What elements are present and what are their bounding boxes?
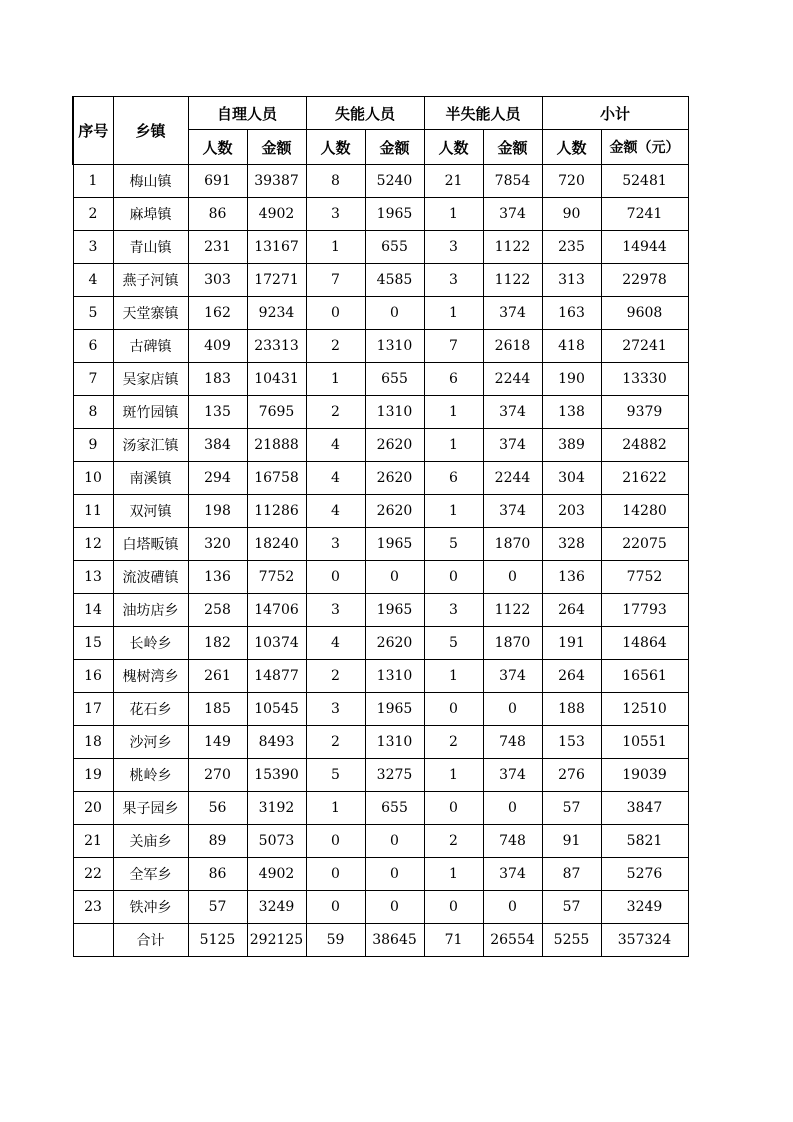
cell-subtotal-amount: 14864 (601, 627, 688, 660)
cell-self-care-amount: 9234 (247, 297, 306, 330)
cell-seq: 3 (73, 231, 113, 264)
cell-semi-disabled-amount: 26554 (483, 924, 542, 957)
cell-semi-disabled-amount: 748 (483, 726, 542, 759)
cell-seq: 15 (73, 627, 113, 660)
cell-seq: 17 (73, 693, 113, 726)
cell-self-care-amount: 16758 (247, 462, 306, 495)
cell-town: 槐树湾乡 (113, 660, 188, 693)
cell-semi-disabled-count: 71 (424, 924, 483, 957)
cell-self-care-count: 294 (188, 462, 247, 495)
cell-disabled-amount: 38645 (365, 924, 424, 957)
cell-subtotal-amount: 21622 (601, 462, 688, 495)
cell-self-care-count: 86 (188, 858, 247, 891)
cell-semi-disabled-count: 1 (424, 198, 483, 231)
cell-subtotal-amount: 14944 (601, 231, 688, 264)
cell-disabled-count: 1 (306, 792, 365, 825)
cell-town: 燕子河镇 (113, 264, 188, 297)
cell-self-care-count: 270 (188, 759, 247, 792)
cell-subtotal-count: 138 (542, 396, 601, 429)
cell-town: 花石乡 (113, 693, 188, 726)
cell-town: 全军乡 (113, 858, 188, 891)
cell-self-care-count: 149 (188, 726, 247, 759)
cell-town: 关庙乡 (113, 825, 188, 858)
cell-subtotal-count: 276 (542, 759, 601, 792)
header-subtotal-count: 人数 (542, 130, 601, 165)
cell-disabled-amount: 1310 (365, 330, 424, 363)
cell-seq: 19 (73, 759, 113, 792)
table-row (73, 495, 688, 528)
cell-disabled-amount: 1965 (365, 198, 424, 231)
cell-subtotal-count: 188 (542, 693, 601, 726)
cell-seq: 2 (73, 198, 113, 231)
cell-disabled-count: 5 (306, 759, 365, 792)
table-row (73, 858, 688, 891)
cell-seq: 16 (73, 660, 113, 693)
cell-self-care-count: 182 (188, 627, 247, 660)
cell-self-care-amount: 10374 (247, 627, 306, 660)
cell-semi-disabled-amount: 374 (483, 660, 542, 693)
cell-semi-disabled-amount: 2244 (483, 363, 542, 396)
cell-seq: 8 (73, 396, 113, 429)
cell-town: 白塔畈镇 (113, 528, 188, 561)
cell-self-care-amount: 10431 (247, 363, 306, 396)
header-disabled-amount: 金额 (365, 130, 424, 165)
cell-town: 双河镇 (113, 495, 188, 528)
cell-semi-disabled-amount: 374 (483, 396, 542, 429)
cell-self-care-count: 198 (188, 495, 247, 528)
table-row (73, 825, 688, 858)
cell-semi-disabled-amount: 374 (483, 858, 542, 891)
cell-disabled-amount: 1310 (365, 396, 424, 429)
cell-self-care-amount: 14706 (247, 594, 306, 627)
cell-seq: 4 (73, 264, 113, 297)
cell-disabled-count: 1 (306, 231, 365, 264)
cell-town: 天堂寨镇 (113, 297, 188, 330)
cell-disabled-amount: 1310 (365, 660, 424, 693)
cell-semi-disabled-count: 0 (424, 693, 483, 726)
header-semi-disabled-amount: 金额 (483, 130, 542, 165)
cell-semi-disabled-amount: 2244 (483, 462, 542, 495)
cell-subtotal-amount: 52481 (601, 165, 688, 198)
cell-disabled-count: 4 (306, 627, 365, 660)
table-row (73, 594, 688, 627)
cell-seq: 14 (73, 594, 113, 627)
cell-disabled-count: 3 (306, 198, 365, 231)
cell-disabled-count: 3 (306, 594, 365, 627)
header-row-groups (73, 97, 688, 130)
header-semi-disabled: 半失能人员 (424, 97, 542, 130)
cell-disabled-amount: 655 (365, 792, 424, 825)
cell-self-care-amount: 3192 (247, 792, 306, 825)
cell-semi-disabled-amount: 2618 (483, 330, 542, 363)
cell-town: 铁冲乡 (113, 891, 188, 924)
cell-semi-disabled-count: 1 (424, 495, 483, 528)
cell-disabled-amount: 1965 (365, 528, 424, 561)
cell-disabled-count: 3 (306, 693, 365, 726)
cell-disabled-count: 2 (306, 330, 365, 363)
cell-semi-disabled-count: 1 (424, 759, 483, 792)
cell-self-care-count: 303 (188, 264, 247, 297)
cell-self-care-amount: 5073 (247, 825, 306, 858)
cell-subtotal-count: 136 (542, 561, 601, 594)
cell-semi-disabled-amount: 1122 (483, 231, 542, 264)
header-self-care-count: 人数 (188, 130, 247, 165)
cell-semi-disabled-count: 3 (424, 231, 483, 264)
cell-subtotal-count: 264 (542, 660, 601, 693)
cell-subtotal-count: 90 (542, 198, 601, 231)
cell-disabled-amount: 5240 (365, 165, 424, 198)
cell-disabled-count: 3 (306, 528, 365, 561)
cell-town: 斑竹园镇 (113, 396, 188, 429)
cell-semi-disabled-count: 5 (424, 528, 483, 561)
cell-self-care-amount: 23313 (247, 330, 306, 363)
cell-disabled-count: 0 (306, 561, 365, 594)
cell-town: 长岭乡 (113, 627, 188, 660)
cell-town: 合计 (113, 924, 188, 957)
cell-seq: 18 (73, 726, 113, 759)
cell-disabled-count: 4 (306, 462, 365, 495)
cell-subtotal-amount: 19039 (601, 759, 688, 792)
cell-self-care-count: 57 (188, 891, 247, 924)
cell-semi-disabled-count: 5 (424, 627, 483, 660)
cell-subtotal-amount: 12510 (601, 693, 688, 726)
cell-semi-disabled-amount: 7854 (483, 165, 542, 198)
cell-self-care-amount: 8493 (247, 726, 306, 759)
cell-subtotal-count: 190 (542, 363, 601, 396)
cell-seq: 6 (73, 330, 113, 363)
cell-semi-disabled-count: 2 (424, 825, 483, 858)
cell-subtotal-amount: 9379 (601, 396, 688, 429)
cell-semi-disabled-amount: 0 (483, 693, 542, 726)
cell-semi-disabled-amount: 1122 (483, 594, 542, 627)
cell-subtotal-count: 87 (542, 858, 601, 891)
table-row (73, 792, 688, 825)
cell-disabled-count: 0 (306, 825, 365, 858)
cell-self-care-count: 231 (188, 231, 247, 264)
cell-self-care-count: 185 (188, 693, 247, 726)
cell-self-care-count: 691 (188, 165, 247, 198)
cell-disabled-count: 0 (306, 858, 365, 891)
table-row (73, 396, 688, 429)
cell-subtotal-count: 153 (542, 726, 601, 759)
cell-seq: 13 (73, 561, 113, 594)
cell-disabled-amount: 4585 (365, 264, 424, 297)
cell-subtotal-amount: 9608 (601, 297, 688, 330)
cell-self-care-count: 409 (188, 330, 247, 363)
cell-disabled-count: 7 (306, 264, 365, 297)
cell-semi-disabled-amount: 374 (483, 759, 542, 792)
cell-semi-disabled-count: 1 (424, 429, 483, 462)
cell-semi-disabled-amount: 374 (483, 495, 542, 528)
cell-subtotal-amount: 3249 (601, 891, 688, 924)
cell-subtotal-amount: 357324 (601, 924, 688, 957)
cell-seq: 22 (73, 858, 113, 891)
cell-self-care-amount: 7752 (247, 561, 306, 594)
cell-self-care-count: 135 (188, 396, 247, 429)
table-body (73, 165, 688, 957)
cell-town: 油坊店乡 (113, 594, 188, 627)
cell-semi-disabled-amount: 374 (483, 198, 542, 231)
cell-subtotal-count: 313 (542, 264, 601, 297)
header-town: 乡镇 (113, 97, 188, 165)
cell-self-care-amount: 21888 (247, 429, 306, 462)
cell-self-care-count: 56 (188, 792, 247, 825)
cell-self-care-count: 258 (188, 594, 247, 627)
table-row (73, 198, 688, 231)
header-subtotal-amount: 金额（元） (601, 130, 688, 165)
cell-subtotal-count: 720 (542, 165, 601, 198)
cell-disabled-amount: 2620 (365, 495, 424, 528)
cell-disabled-amount: 655 (365, 363, 424, 396)
cell-self-care-count: 162 (188, 297, 247, 330)
header-self-care-amount: 金额 (247, 130, 306, 165)
cell-self-care-count: 136 (188, 561, 247, 594)
cell-subtotal-count: 389 (542, 429, 601, 462)
cell-disabled-amount: 2620 (365, 627, 424, 660)
cell-subtotal-count: 163 (542, 297, 601, 330)
header-seq: 序号 (73, 97, 113, 165)
cell-subtotal-count: 91 (542, 825, 601, 858)
cell-town: 汤家汇镇 (113, 429, 188, 462)
cell-disabled-amount: 0 (365, 825, 424, 858)
cell-semi-disabled-count: 21 (424, 165, 483, 198)
cell-seq: 21 (73, 825, 113, 858)
cell-seq (73, 924, 113, 957)
table-row (73, 528, 688, 561)
cell-subtotal-amount: 5276 (601, 858, 688, 891)
cell-disabled-amount: 0 (365, 891, 424, 924)
cell-seq: 11 (73, 495, 113, 528)
cell-subtotal-count: 264 (542, 594, 601, 627)
cell-self-care-amount: 18240 (247, 528, 306, 561)
table-row (73, 627, 688, 660)
cell-town: 沙河乡 (113, 726, 188, 759)
cell-subtotal-amount: 5821 (601, 825, 688, 858)
cell-subtotal-amount: 22978 (601, 264, 688, 297)
cell-disabled-count: 2 (306, 726, 365, 759)
cell-self-care-count: 261 (188, 660, 247, 693)
table-header (73, 97, 688, 165)
cell-disabled-count: 4 (306, 495, 365, 528)
cell-self-care-count: 320 (188, 528, 247, 561)
cell-subtotal-count: 5255 (542, 924, 601, 957)
cell-subtotal-count: 235 (542, 231, 601, 264)
cell-self-care-amount: 17271 (247, 264, 306, 297)
cell-seq: 5 (73, 297, 113, 330)
cell-disabled-count: 0 (306, 891, 365, 924)
cell-town: 青山镇 (113, 231, 188, 264)
cell-self-care-count: 183 (188, 363, 247, 396)
cell-town: 古碑镇 (113, 330, 188, 363)
cell-semi-disabled-amount: 0 (483, 561, 542, 594)
cell-disabled-count: 0 (306, 297, 365, 330)
cell-self-care-count: 89 (188, 825, 247, 858)
cell-seq: 7 (73, 363, 113, 396)
cell-seq: 1 (73, 165, 113, 198)
table-row (73, 561, 688, 594)
cell-self-care-amount: 14877 (247, 660, 306, 693)
cell-subtotal-count: 57 (542, 792, 601, 825)
cell-self-care-amount: 7695 (247, 396, 306, 429)
cell-subtotal-amount: 16561 (601, 660, 688, 693)
table-row (73, 264, 688, 297)
table-row (73, 891, 688, 924)
table-row (73, 231, 688, 264)
cell-subtotal-count: 328 (542, 528, 601, 561)
cell-semi-disabled-amount: 1122 (483, 264, 542, 297)
header-disabled: 失能人员 (306, 97, 424, 130)
cell-semi-disabled-amount: 1870 (483, 627, 542, 660)
cell-semi-disabled-count: 6 (424, 462, 483, 495)
cell-subtotal-count: 418 (542, 330, 601, 363)
cell-disabled-amount: 0 (365, 561, 424, 594)
cell-self-care-amount: 13167 (247, 231, 306, 264)
cell-semi-disabled-count: 2 (424, 726, 483, 759)
cell-subtotal-amount: 7752 (601, 561, 688, 594)
cell-self-care-amount: 4902 (247, 198, 306, 231)
cell-disabled-amount: 1310 (365, 726, 424, 759)
cell-seq: 12 (73, 528, 113, 561)
cell-subtotal-count: 203 (542, 495, 601, 528)
cell-self-care-count: 384 (188, 429, 247, 462)
cell-self-care-amount: 15390 (247, 759, 306, 792)
cell-disabled-amount: 0 (365, 297, 424, 330)
cell-subtotal-amount: 22075 (601, 528, 688, 561)
cell-semi-disabled-amount: 0 (483, 891, 542, 924)
cell-self-care-count: 86 (188, 198, 247, 231)
cell-town: 果子园乡 (113, 792, 188, 825)
allowance-table (72, 96, 689, 957)
cell-subtotal-amount: 17793 (601, 594, 688, 627)
cell-semi-disabled-count: 0 (424, 561, 483, 594)
table-row (73, 363, 688, 396)
cell-semi-disabled-count: 1 (424, 858, 483, 891)
cell-seq: 9 (73, 429, 113, 462)
table-row (73, 759, 688, 792)
cell-semi-disabled-count: 3 (424, 594, 483, 627)
cell-disabled-count: 2 (306, 396, 365, 429)
cell-subtotal-amount: 13330 (601, 363, 688, 396)
cell-self-care-amount: 10545 (247, 693, 306, 726)
header-subtotal: 小计 (542, 97, 688, 130)
cell-subtotal-amount: 10551 (601, 726, 688, 759)
cell-self-care-amount: 39387 (247, 165, 306, 198)
cell-semi-disabled-amount: 748 (483, 825, 542, 858)
table-row (73, 165, 688, 198)
cell-semi-disabled-count: 0 (424, 792, 483, 825)
cell-subtotal-amount: 24882 (601, 429, 688, 462)
cell-self-care-amount: 11286 (247, 495, 306, 528)
header-self-care: 自理人员 (188, 97, 306, 130)
cell-semi-disabled-count: 6 (424, 363, 483, 396)
cell-semi-disabled-count: 1 (424, 297, 483, 330)
cell-semi-disabled-amount: 374 (483, 429, 542, 462)
cell-semi-disabled-amount: 0 (483, 792, 542, 825)
cell-disabled-amount: 0 (365, 858, 424, 891)
cell-self-care-amount: 292125 (247, 924, 306, 957)
table-row (73, 297, 688, 330)
cell-subtotal-count: 57 (542, 891, 601, 924)
cell-disabled-count: 8 (306, 165, 365, 198)
cell-subtotal-count: 304 (542, 462, 601, 495)
table-row (73, 693, 688, 726)
table-row (73, 660, 688, 693)
cell-semi-disabled-count: 1 (424, 396, 483, 429)
cell-semi-disabled-count: 3 (424, 264, 483, 297)
cell-disabled-count: 1 (306, 363, 365, 396)
cell-seq: 23 (73, 891, 113, 924)
table-row (73, 726, 688, 759)
cell-disabled-count: 59 (306, 924, 365, 957)
table-row-total (73, 924, 688, 957)
cell-town: 吴家店镇 (113, 363, 188, 396)
cell-town: 南溪镇 (113, 462, 188, 495)
cell-town: 梅山镇 (113, 165, 188, 198)
cell-disabled-count: 2 (306, 660, 365, 693)
cell-disabled-amount: 1965 (365, 594, 424, 627)
cell-town: 桃岭乡 (113, 759, 188, 792)
cell-subtotal-amount: 7241 (601, 198, 688, 231)
cell-subtotal-amount: 14280 (601, 495, 688, 528)
cell-disabled-amount: 2620 (365, 462, 424, 495)
cell-self-care-amount: 3249 (247, 891, 306, 924)
table-row (73, 429, 688, 462)
cell-disabled-count: 4 (306, 429, 365, 462)
cell-town: 麻埠镇 (113, 198, 188, 231)
cell-self-care-amount: 4902 (247, 858, 306, 891)
cell-semi-disabled-amount: 1870 (483, 528, 542, 561)
cell-disabled-amount: 3275 (365, 759, 424, 792)
cell-subtotal-count: 191 (542, 627, 601, 660)
cell-seq: 10 (73, 462, 113, 495)
cell-town: 流波𥕢镇 (113, 561, 188, 594)
cell-semi-disabled-count: 7 (424, 330, 483, 363)
cell-semi-disabled-count: 0 (424, 891, 483, 924)
cell-disabled-amount: 655 (365, 231, 424, 264)
table-row (73, 330, 688, 363)
cell-disabled-amount: 1965 (365, 693, 424, 726)
cell-self-care-count: 5125 (188, 924, 247, 957)
cell-disabled-amount: 2620 (365, 429, 424, 462)
cell-subtotal-amount: 27241 (601, 330, 688, 363)
cell-semi-disabled-count: 1 (424, 660, 483, 693)
cell-seq: 20 (73, 792, 113, 825)
header-disabled-count: 人数 (306, 130, 365, 165)
table-row (73, 462, 688, 495)
cell-semi-disabled-amount: 374 (483, 297, 542, 330)
header-semi-disabled-count: 人数 (424, 130, 483, 165)
cell-subtotal-amount: 3847 (601, 792, 688, 825)
